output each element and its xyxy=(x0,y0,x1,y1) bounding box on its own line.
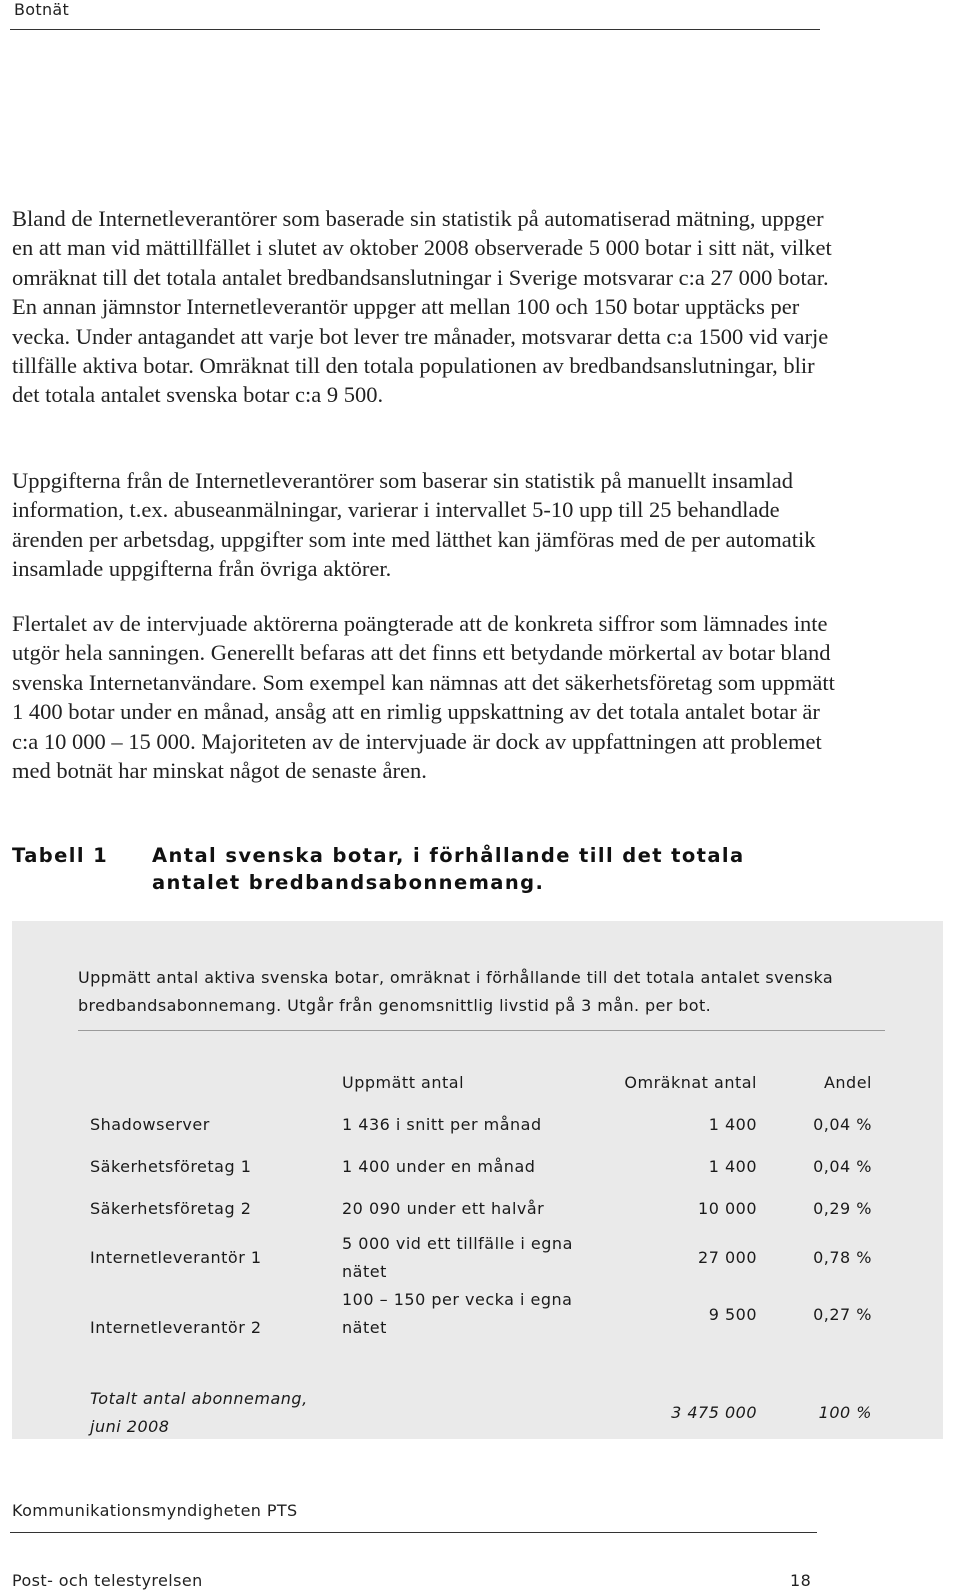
row-uppmatt: 1 436 i snitt per månad xyxy=(342,1115,542,1134)
table-note-divider xyxy=(78,1030,885,1031)
table-title: Antal svenska botar, i förhållande till det totala antalet bredbandsabonnemang. xyxy=(152,844,745,894)
row-uppmatt-line1: 100 – 150 per vecka i egna xyxy=(342,1290,573,1309)
row-name: Shadowserver xyxy=(90,1115,210,1134)
row-andel: 0,27 % xyxy=(813,1305,872,1324)
row-uppmatt: 1 400 under en månad xyxy=(342,1157,536,1176)
row-name: Säkerhetsföretag 2 xyxy=(90,1199,252,1218)
page-number: 18 xyxy=(790,1571,812,1590)
total-name-line1: Totalt antal abonnemang, xyxy=(90,1389,308,1408)
row-uppmatt-line1: 5 000 vid ett tillfälle i egna xyxy=(342,1234,573,1253)
body-paragraph-2 xyxy=(12,466,842,584)
data-table xyxy=(12,921,943,1439)
table-note: Uppmätt antal aktiva svenska botar, omräknat i förhållande till det totala antalet svenska bredbandsabonnemang. Utgår från genomsnittlig livstid på 3 mån. per bot. xyxy=(78,968,834,1015)
body-paragraph-1 xyxy=(12,204,842,410)
row-name: Säkerhetsföretag 1 xyxy=(90,1157,252,1176)
row-omraknat: 9 500 xyxy=(708,1305,757,1324)
body-paragraph-3 xyxy=(12,609,842,785)
column-header-omraknat: Omräknat antal xyxy=(624,1073,757,1092)
row-andel: 0,78 % xyxy=(813,1248,872,1267)
row-andel: 0,04 % xyxy=(813,1157,872,1176)
row-name: Internetleverantör 1 xyxy=(90,1248,262,1267)
header-divider xyxy=(10,29,820,30)
total-name-line2: juni 2008 xyxy=(90,1417,170,1436)
paragraph-text: Flertalet av de intervjuade aktörerna poängterade att de konkreta siffror som lämnades inte utgör hela sanningen. Generellt befaras att det finns ett betydande mörkertal av botar bland svenska Internetanvändare. Som exempel kan nämnas att det säkerhetsföretag som uppmätt 1 400 botar under en månad, ansåg att en rimlig uppskattning av det totala antalet botar är c:a 10 000 – 15 000. Majoriteten av de intervjuade är dock av uppfattningen att problemet med botnät har minskat något de senaste åren. xyxy=(12,611,835,784)
footer-publisher: Post- och telestyrelsen xyxy=(12,1571,203,1590)
total-omraknat: 3 475 000 xyxy=(671,1403,757,1422)
row-uppmatt-line2: nätet xyxy=(342,1318,387,1337)
paragraph-text: Bland de Internetleverantörer som baserade sin statistik på automatiserad mätning, uppger en att man vid mättillfället i slutet av oktober 2008 observerade 5 000 botar i sitt nät, vilket omräknat till det totala antalet bredbandsanslutningar i Sverige motsvarar c:a 27 000 botar. En annan jämnstor Internetleverantör uppger att mellan 100 och 150 botar upptäcks per vecka. Under antagandet att varje bot lever tre månader, motsvarar detta c:a 1500 vid varje tillfälle aktiva botar. Omräknat till den totala populationen av bredbandsanslutningar, blir det totala antalet svenska botar c:a 9 500. xyxy=(12,206,832,408)
row-omraknat: 1 400 xyxy=(708,1115,757,1134)
footer-organization: Kommunikationsmyndigheten PTS xyxy=(12,1501,298,1520)
footer-divider xyxy=(10,1532,817,1533)
page-header-title: Botnät xyxy=(14,0,70,19)
row-name: Internetleverantör 2 xyxy=(90,1318,262,1337)
row-andel: 0,29 % xyxy=(813,1199,872,1218)
row-omraknat: 27 000 xyxy=(698,1248,757,1267)
column-header-andel: Andel xyxy=(823,1073,872,1092)
column-header-uppmatt: Uppmätt antal xyxy=(342,1073,465,1092)
row-andel: 0,04 % xyxy=(813,1115,872,1134)
paragraph-text: Uppgifterna från de Internetleverantörer som baserar sin statistik på manuellt insamlad information, t.ex. abuseanmälningar, varierar i intervallet 5-10 upp till 25 behandlade ärenden per arbetsdag, uppgifter som inte med lätthet kan jämföras med de per automatik insamlade uppgifterna från övriga aktörer. xyxy=(12,468,816,582)
total-andel: 100 % xyxy=(818,1403,872,1422)
row-uppmatt-line2: nätet xyxy=(342,1262,387,1281)
row-omraknat: 1 400 xyxy=(708,1157,757,1176)
row-omraknat: 10 000 xyxy=(698,1199,757,1218)
row-uppmatt: 20 090 under ett halvår xyxy=(342,1199,545,1218)
table-label: Tabell 1 xyxy=(12,844,109,867)
